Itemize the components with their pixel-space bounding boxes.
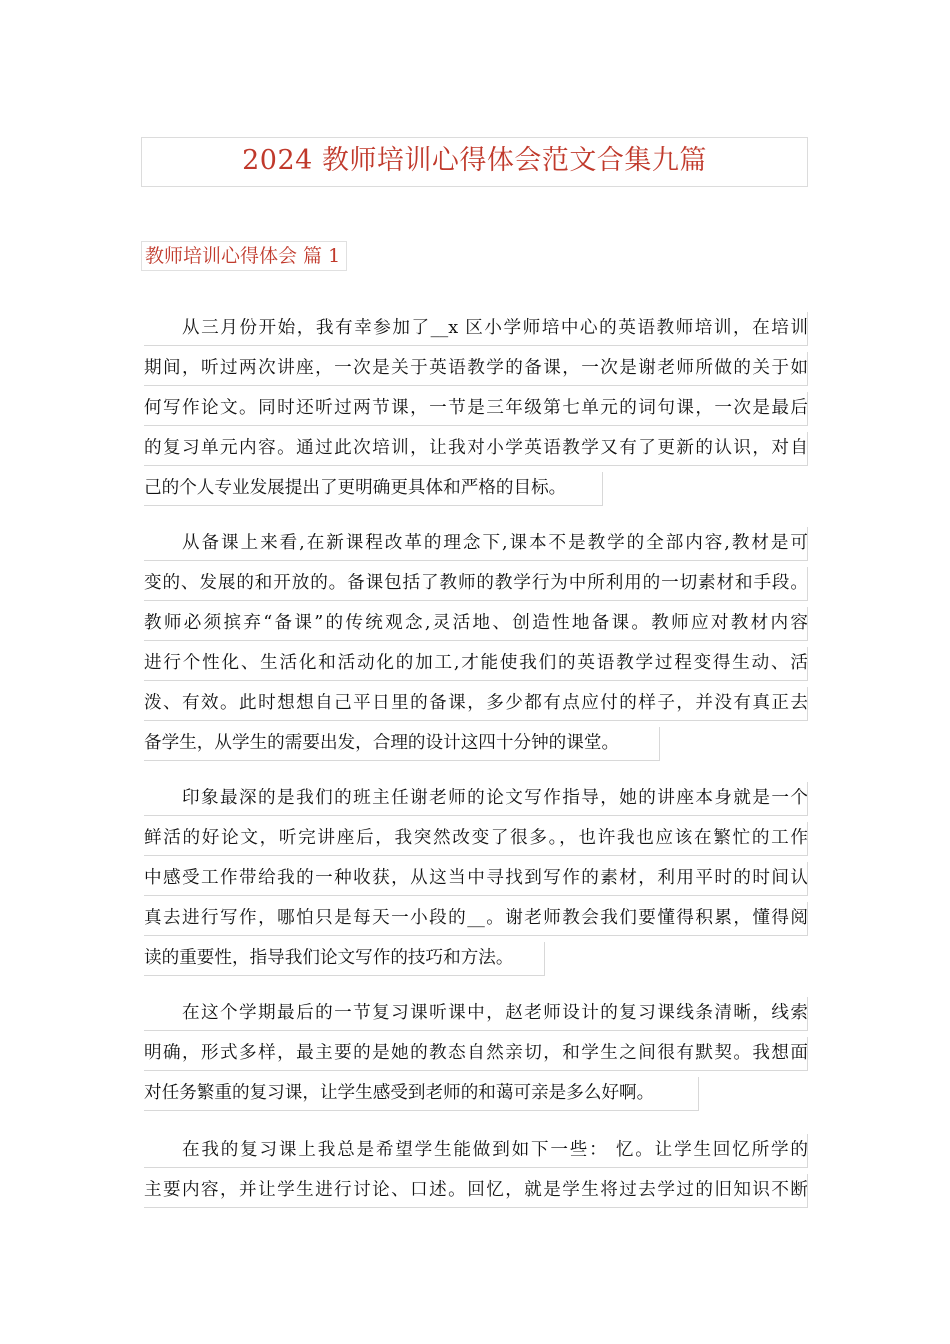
text-line: 印象最深的是我们的班主任谢老师的论文写作指导，她的讲座本身就是一个	[144, 782, 808, 822]
text-line: 从三月份开始，我有幸参加了__x 区小学师培中心的英语教师培训，在培训	[144, 312, 808, 352]
text-line: 在我的复习课上我总是希望学生能做到如下一些： 忆。让学生回忆所学的	[144, 1134, 808, 1174]
text-line: 从备课上来看,在新课程改革的理念下,课本不是教学的全部内容,教材是可	[144, 527, 808, 567]
paragraph-2	[144, 527, 808, 767]
text-line: 备学生，从学生的需要出发，合理的设计这四十分钟的课堂。	[144, 727, 808, 767]
text-line: 在这个学期最后的一节复习课听课中，赵老师设计的复习课线条清晰，线索	[144, 997, 808, 1037]
document-title: 2024 教师培训心得体会范文合集九篇	[242, 145, 707, 176]
text-line: 明确，形式多样，最主要的是她的教态自然亲切，和学生之间很有默契。我想面	[144, 1037, 808, 1077]
paragraph-4	[144, 997, 808, 1117]
text-line: 鲜活的好论文，听完讲座后，我突然改变了很多。，也许我也应该在繁忙的工作	[144, 822, 808, 862]
text-line: 变的、发展的和开放的。备课包括了教师的教学行为中所利用的一切素材和手段。	[144, 567, 808, 607]
section-heading: 教师培训心得体会 篇 1	[141, 241, 347, 271]
text-line: 读的重要性，指导我们论文写作的技巧和方法。	[144, 942, 808, 982]
text-line: 何写作论文。同时还听过两节课，一节是三年级第七单元的词句课，一次是最后	[144, 392, 808, 432]
paragraph-3	[144, 782, 808, 982]
text-line: 己的个人专业发展提出了更明确更具体和严格的目标。	[144, 472, 808, 512]
paragraph-1	[144, 312, 808, 512]
text-line: 主要内容，并让学生进行讨论、口述。回忆，就是学生将过去学过的旧知识不断	[144, 1174, 808, 1214]
title-box	[141, 137, 808, 187]
text-line: 真去进行写作，哪怕只是每天一小段的__。谢老师教会我们要懂得积累，懂得阅	[144, 902, 808, 942]
text-line: 的复习单元内容。通过此次培训，让我对小学英语教学又有了更新的认识，对自	[144, 432, 808, 472]
text-line: 泼、有效。此时想想自己平日里的备课，多少都有点应付的样子，并没有真正去	[144, 687, 808, 727]
text-line: 对任务繁重的复习课，让学生感受到老师的和蔼可亲是多么好啊。	[144, 1077, 808, 1117]
paragraph-5	[144, 1134, 808, 1214]
text-line: 进行个性化、生活化和活动化的加工,才能使我们的英语教学过程变得生动、活	[144, 647, 808, 687]
text-line: 教师必须摈弃“备课”的传统观念,灵活地、创造性地备课。教师应对教材内容	[144, 607, 808, 647]
text-line: 中感受工作带给我的一种收获，从这当中寻找到写作的素材，利用平时的时间认	[144, 862, 808, 902]
text-line: 期间，听过两次讲座，一次是关于英语教学的备课，一次是谢老师所做的关于如	[144, 352, 808, 392]
